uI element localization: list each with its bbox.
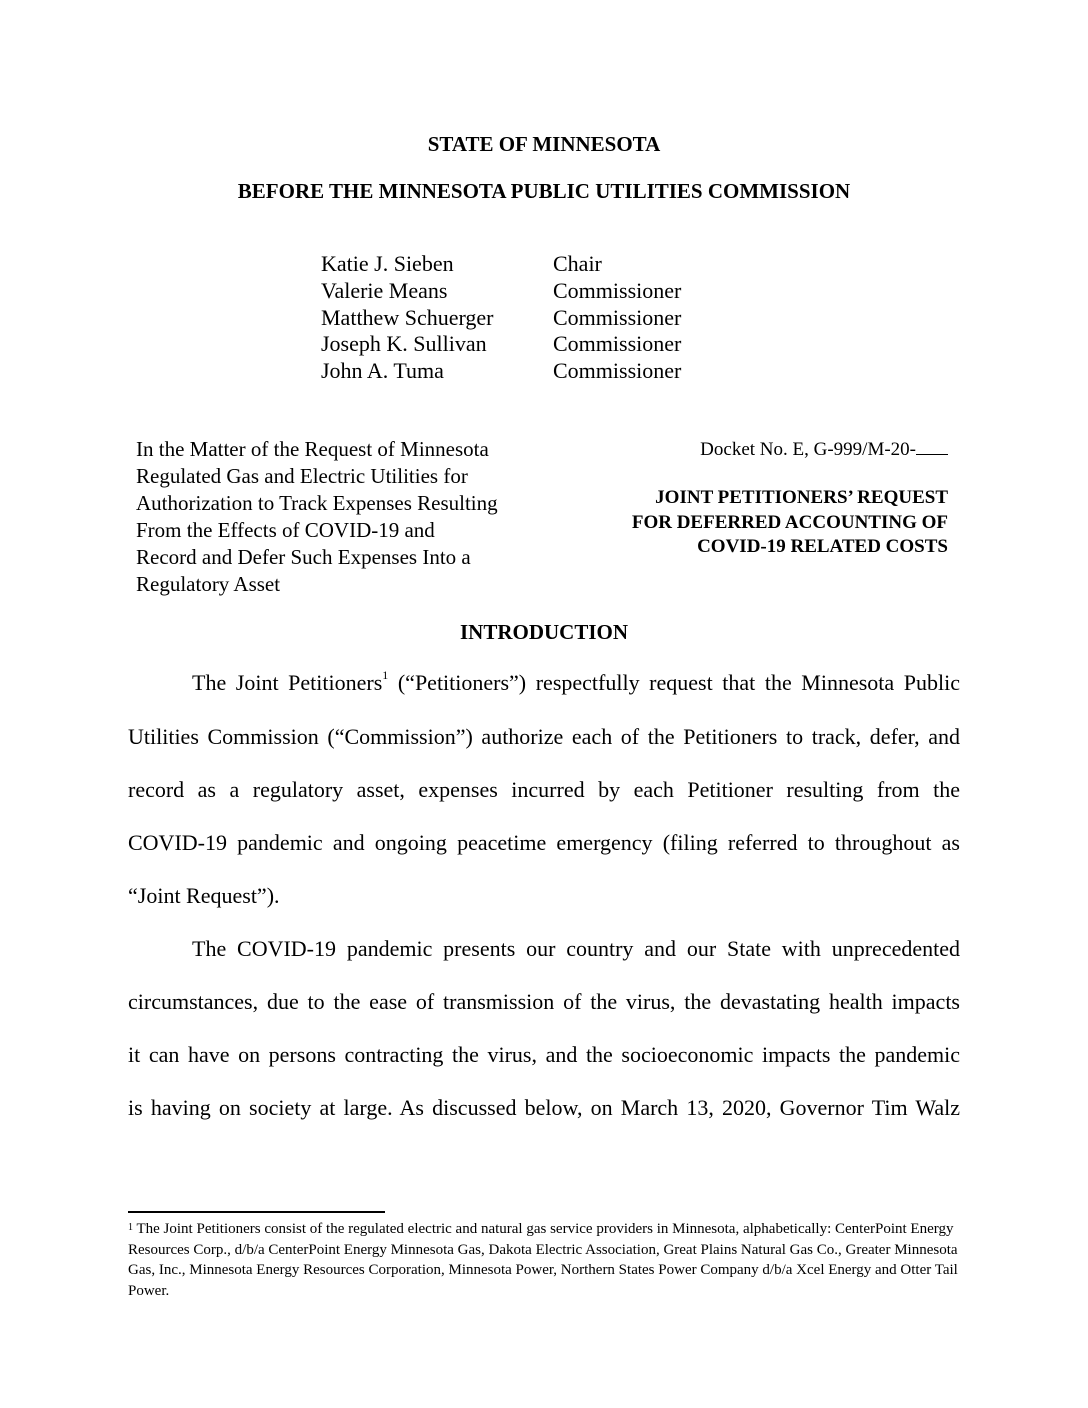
filing-title-line: COVID-19 RELATED COSTS xyxy=(697,536,948,557)
paragraph-line: “Joint Request”). xyxy=(128,883,280,908)
commissioner-name: Valerie Means xyxy=(321,277,448,303)
commissioner-role: Commissioner xyxy=(553,358,682,384)
commissioner-role: Commissioner xyxy=(553,304,682,330)
commissioner-name: Katie J. Sieben xyxy=(321,251,454,276)
matter-caption xyxy=(136,436,556,598)
paragraph-line: record as a regulatory asset, expenses incurred by each Petitioner resulting from the xyxy=(128,777,960,802)
commissioner-name: John A. Tuma xyxy=(321,358,444,384)
commissioner-role: Commissioner xyxy=(553,331,682,357)
commissioner-role: Chair xyxy=(553,251,602,276)
filing-title-line: FOR DEFERRED ACCOUNTING OF xyxy=(631,511,948,533)
text-run: The Joint Petitioners xyxy=(192,670,383,695)
paragraph-line xyxy=(128,670,960,696)
footnote-text: The Joint Petitioners consist of the regulated electric and natural gas service providers in Minnesota, alphabetically: CenterPoint Energy Resources Corp., d/b/a CenterPoint Energy Minnesota Gas, Dakota Electric Association, Great Plains Natural Gas Co., Greater Minnesota Gas, Inc., Minnesota Energy Resources Corporation, Minnesota Power, Northern States Power Company d/b/a Xcel Energy and Otter Tail Power. xyxy=(128,1221,958,1299)
docket-blank-line xyxy=(916,438,948,455)
paragraph-line: it can have on persons contracting the virus, and the socioeconomic impacts the pandemic xyxy=(128,1042,960,1067)
caption-line: Regulatory Asset xyxy=(136,572,281,596)
caption-line: Regulated Gas and Electric Utilities for xyxy=(136,464,468,488)
paragraph-line: COVID-19 pandemic and ongoing peacetime emergency (filing referred to throughout as xyxy=(128,830,960,855)
text-run: (“Petitioners”) respectfully request that the Minnesota Public xyxy=(388,670,960,695)
commission-heading: BEFORE THE MINNESOTA PUBLIC UTILITIES COMMISSION xyxy=(237,179,851,203)
commissioner-role: Commissioner xyxy=(553,277,682,303)
paragraph-line: is having on society at large. As discussed below, on March 13, 2020, Governor Tim Walz xyxy=(128,1095,960,1120)
footnote-marker: 1 xyxy=(128,1222,133,1233)
footnote xyxy=(128,1219,960,1301)
footnote-separator xyxy=(128,1211,385,1213)
filing-title xyxy=(632,486,948,560)
section-heading: INTRODUCTION xyxy=(459,620,629,644)
docket-number xyxy=(700,438,948,461)
caption-line: From the Effects of COVID-19 and xyxy=(136,518,435,542)
caption-line: In the Matter of the Request of Minnesota xyxy=(136,437,489,461)
commissioner-name: Joseph K. Sullivan xyxy=(321,331,487,357)
commissioner-name: Matthew Schuerger xyxy=(321,304,494,330)
caption-line: Authorization to Track Expenses Resulting xyxy=(136,491,498,515)
state-heading: STATE OF MINNESOTA xyxy=(427,132,661,156)
paragraph-line: The COVID-19 pandemic presents our country and our State with unprecedented xyxy=(192,936,960,961)
docket-text: Docket No. E, G-999/M-20- xyxy=(700,439,916,460)
paragraph-line: Utilities Commission (“Commission”) authorize each of the Petitioners to track, defer, and xyxy=(128,724,960,749)
footnote-reference: 1 xyxy=(382,668,389,682)
paragraph-line: circumstances, due to the ease of transmission of the virus, the devastating health impacts xyxy=(128,989,960,1014)
filing-title-line: JOINT PETITIONERS’ REQUEST xyxy=(655,487,948,508)
caption-line: Record and Defer Such Expenses Into a xyxy=(136,545,471,569)
